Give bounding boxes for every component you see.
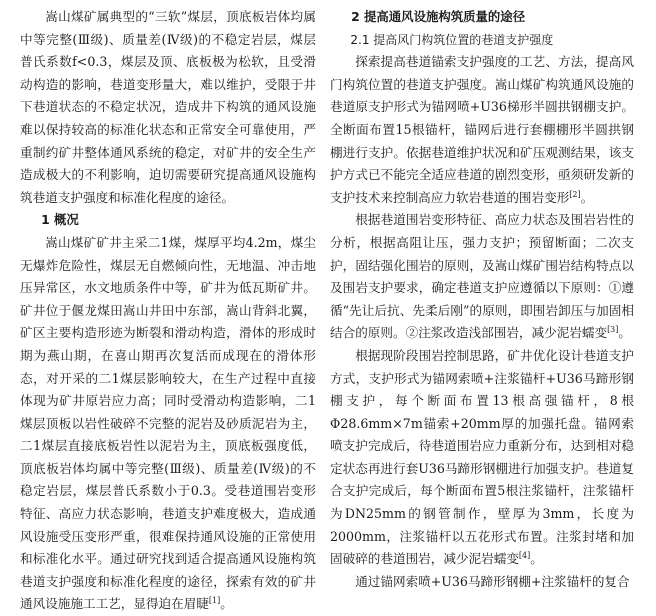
subsection-heading-2-1: 2.1 提高风门构筑位置的巷道支护强度 <box>350 32 554 47</box>
overview-text: 嵩山煤矿矿井主采二1煤，煤厚平均4.2m，煤尘无爆炸危险性，煤层无自燃倾向性，无地温、冲击地压异常区，水文地质条件中等，矿井为低瓦斯矿井。矿井位于偃龙煤田嵩山井田中东部，嵩山背斜北翼，矿区主要构造形迹为断裂和滑动构造，滑体的形成时期为燕山期，在喜山期再次复活而成现在的滑体形态，对开采的二1煤层影响较大，在生产过程中直接体现为矿井原岩应力高；同时受滑动构造影响，二1煤层顶板以岩性破碎不完整的泥岩及砂质泥岩为主，二1煤层直接底板岩性以泥岩为主，顶底板强度低，顶底板岩体均属中等完整(Ⅲ级)、质量差(Ⅳ级)的不稳定岩层，煤层普氏系数小于0.3。受巷道围岩变形特征、高应力状态影响，巷道支护难度极大，造成通风设施受压变形严重，很难保持通风设施的正常使用和标准化水平。通过研究找到适合提高通风设施构筑巷道支护强度和标准化程度的途径，探索有效的矿井通风设施施工工艺，显得迫在眉睫 <box>20 234 316 612</box>
citation-3: [3] <box>607 325 619 335</box>
optimized-design-period: 。 <box>530 551 543 567</box>
paragraph-composite-support: 通过锚网索喷+U36马蹄形钢棚+注浆锚杆的复合 <box>355 573 630 589</box>
citation-1: [1] <box>208 596 221 606</box>
optimized-design-text: 根据现阶段围岩控制思路，矿井优化设计巷道支护方式，支护形式为锚网索喷+注浆锚杆+U36马蹄形钢棚支护，每个断面布置13根高强锚杆，8根Φ28.6mm×7m锚索+20mm厚的加强托盘。锚网索喷支护完成后，待巷道围岩应力重新分布，达到相对稳定状态再进行套U36马蹄形钢棚进行加强支护。巷道复合支护完成后，每个断面布置5根注浆锚杆，注浆锚杆为DN25mm的钢管制作，壁厚为3mm，长度为2000mm，注浆锚杆以五花形式布置。注浆封堵和加固破碎的巷道围岩，减少泥岩蠕变 <box>330 347 634 567</box>
overview-paragraph <box>20 232 316 616</box>
right-column <box>330 6 634 593</box>
overview-period: 。 <box>220 596 233 612</box>
support-method-text: 探索提高巷道锚索支护强度的工艺、方法，提高风门构筑位置的巷道支护强度。嵩山煤矿构筑通风设施的巷道原支护形式为锚网喷+U36梯形半圆拱钢棚支护。全断面布置15根锚杆，锚网后进行套棚棚形半圆拱钢棚进行支护。依据巷道维护状况和矿压观测结果，该支护方式已不能完全适应巷道的剧烈变形，亟须研发新的支护技术来控制高应力软岩巷道的围岩变形 <box>330 54 634 205</box>
section-heading-overview: 1 概况 <box>41 212 79 228</box>
left-column <box>20 6 316 616</box>
intro-paragraph: 嵩山煤矿属典型的“三软”煤层，顶底板岩体均属中等完整(Ⅲ级)、质量差(Ⅳ级)的不稳定岩层，煤层普氏系数f<0.3，煤层及顶、底板极为松软，且受滑动构造的影响，巷道变形量大，难以维护，受限于井下巷道状态的不稳定状况，造成井下构筑的通风设施难以保持较高的标准化状态和正常安全可靠使用，严重制约矿井整体通风系统的稳定，对矿井的安全生产造成极大的不利影响，迫切需要研究提高通风设施构筑巷道支护强度和标准化程度的途径。 <box>20 9 316 205</box>
principles-text: 根据巷道围岩变形特征、高应力状态及围岩岩性的分析，根据高阻让压，强力支护；预留断面；二次支护，固结强化围岩的原则，及嵩山煤矿围岩结构特点以及围岩支护要求，确定巷道支护应遵循以下原则：①遵循“先让后抗、先柔后刚”的原则，即围岩卸压与加固相结合的原则。②注浆改造浅部围岩，减少泥岩蠕变 <box>330 212 634 341</box>
paragraph-optimized-design <box>330 345 634 571</box>
principles-period: 。 <box>618 325 631 341</box>
paragraph-principles <box>330 209 634 345</box>
support-method-period: 。 <box>580 189 594 205</box>
citation-2: [2] <box>569 189 581 199</box>
citation-4: [4] <box>518 551 531 561</box>
section-heading-2: 2 提高通风设施构筑质量的途径 <box>351 9 526 24</box>
paragraph-support-method <box>330 51 634 209</box>
